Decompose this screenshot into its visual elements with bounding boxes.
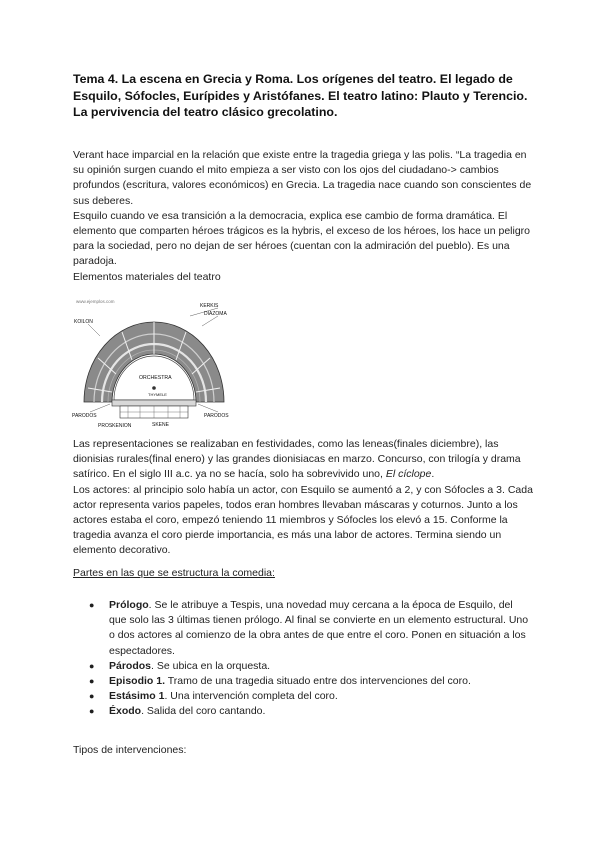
interventions-heading: Tipos de intervenciones: bbox=[73, 744, 187, 756]
watermark-text: www.ejemplos.com bbox=[76, 299, 115, 304]
parts-heading: Partes en las que se estructura la comedia: bbox=[73, 567, 275, 579]
proskenion-block bbox=[112, 400, 196, 406]
label-orchestra: ORCHESTRA bbox=[139, 375, 172, 381]
part-description: Tramo de una tragedia situado entre dos intervenciones del coro. bbox=[165, 675, 471, 688]
page-title: Tema 4. La escena en Grecia y Roma. Los orígenes del teatro. El legado de Esquilo, Sófocles, Eurípides y Aristófanes. El teatro latino: Plauto y Terencio. La pervivencia del teatro clásico grecolatino. bbox=[73, 72, 528, 119]
festivals-paragraph bbox=[73, 437, 533, 483]
part-description: . Una intervención completa del coro. bbox=[164, 690, 338, 703]
list-item bbox=[73, 689, 533, 704]
list-item bbox=[73, 659, 533, 674]
bullet-icon: ● bbox=[89, 600, 95, 610]
part-term: Párodos bbox=[109, 659, 152, 672]
list-item bbox=[73, 704, 533, 719]
label-thymele: THYMELE bbox=[148, 392, 167, 397]
part-description: . Se le atribuye a Tespis, una novedad muy cercana a la época de Esquilo, del que solo las 3 últimas tienen prólogo. Al final se convierte en un elemento estructural. Uno o dos actores al comienzo de la obra antes de que entre el coro. Ponen en situación a los espectadores. bbox=[109, 599, 529, 657]
greek-theatre-diagram bbox=[70, 296, 236, 432]
part-description: . Se ubica en la orquesta. bbox=[151, 659, 271, 672]
play-title-italic: El cíclope bbox=[385, 468, 432, 481]
intro-section bbox=[73, 148, 533, 285]
part-term: Prólogo bbox=[109, 599, 149, 611]
label-koilon: KOILON bbox=[74, 319, 93, 325]
festivals-period: . bbox=[431, 468, 435, 481]
list-item bbox=[73, 598, 533, 659]
label-kerkis: KERKIS bbox=[200, 303, 219, 309]
part-term: Estásimo 1 bbox=[109, 690, 165, 703]
parts-list bbox=[73, 598, 533, 720]
bullet-icon: ● bbox=[89, 691, 95, 702]
label-skene: SKENE bbox=[152, 422, 169, 428]
part-term: Episodio 1. bbox=[109, 675, 166, 688]
bullet-icon: ● bbox=[89, 676, 95, 687]
bullet-icon: ● bbox=[89, 706, 95, 717]
theatre-diagram-figure bbox=[70, 296, 236, 432]
part-description: . Salida del coro cantando. bbox=[141, 705, 266, 718]
label-parodos-right: PARODOS bbox=[204, 413, 229, 419]
label-proskenion: PROSKENION bbox=[98, 423, 132, 429]
thymele-altar bbox=[152, 386, 156, 390]
label-diazoma: DIAZOMA bbox=[204, 311, 227, 317]
bullet-icon: ● bbox=[89, 660, 95, 671]
label-parodos-left: PARODOS bbox=[72, 413, 97, 419]
list-item bbox=[73, 674, 533, 689]
intro-paragraph-3: Elementos materiales del teatro bbox=[73, 270, 221, 283]
part-term: Éxodo bbox=[109, 705, 142, 718]
festivals-actors-section bbox=[73, 437, 533, 559]
festivals-text: Las representaciones se realizaban en festividades, como las leneas(finales diciembre), las dionisias rurales(final enero) y las grandes dionisiacas en marzo. Concurso, con trilogía y drama satírico. En el siglo III a.c. ya no se hacía, solo ha sobrevivido uno, bbox=[73, 438, 521, 481]
actors-paragraph: Los actores: al principio solo había un actor, con Esquilo se aumentó a 2, y con Sófocles a 3. Cada actor representa varios papeles, todos eran hombres llevaban máscaras y coturnos. Junto a los actores estaba el coro, empezó teniendo 11 miembros y Sófocles los elevó a 15. Conforme la tragedia avanza el coro pierde importancia, es más una labor de actores. Termina siendo un elemento decorativo. bbox=[73, 483, 533, 557]
intro-paragraph-1: Verant hace imparcial en la relación que existe entre la tragedia griega y las polis. “La tragedia en su opinión surgen cuando el mito empieza a ser visto con los ojos del ciudadano-> cambios profundos (escritura, valores económicos) en Grecia. La tragedia nace cuando son conscientes de sus deberes. bbox=[73, 149, 532, 207]
intro-paragraph-2: Esquilo cuando ve esa transición a la democracia, explica ese cambio de forma dramática. El elemento que comparten héroes trágicos es la hybris, el exceso de los héroes, los hace un peligro para la sociedad, pero no dejan de ser héroes (cuentan con la admiración del pueblo). Es una paradoja. bbox=[73, 209, 531, 268]
